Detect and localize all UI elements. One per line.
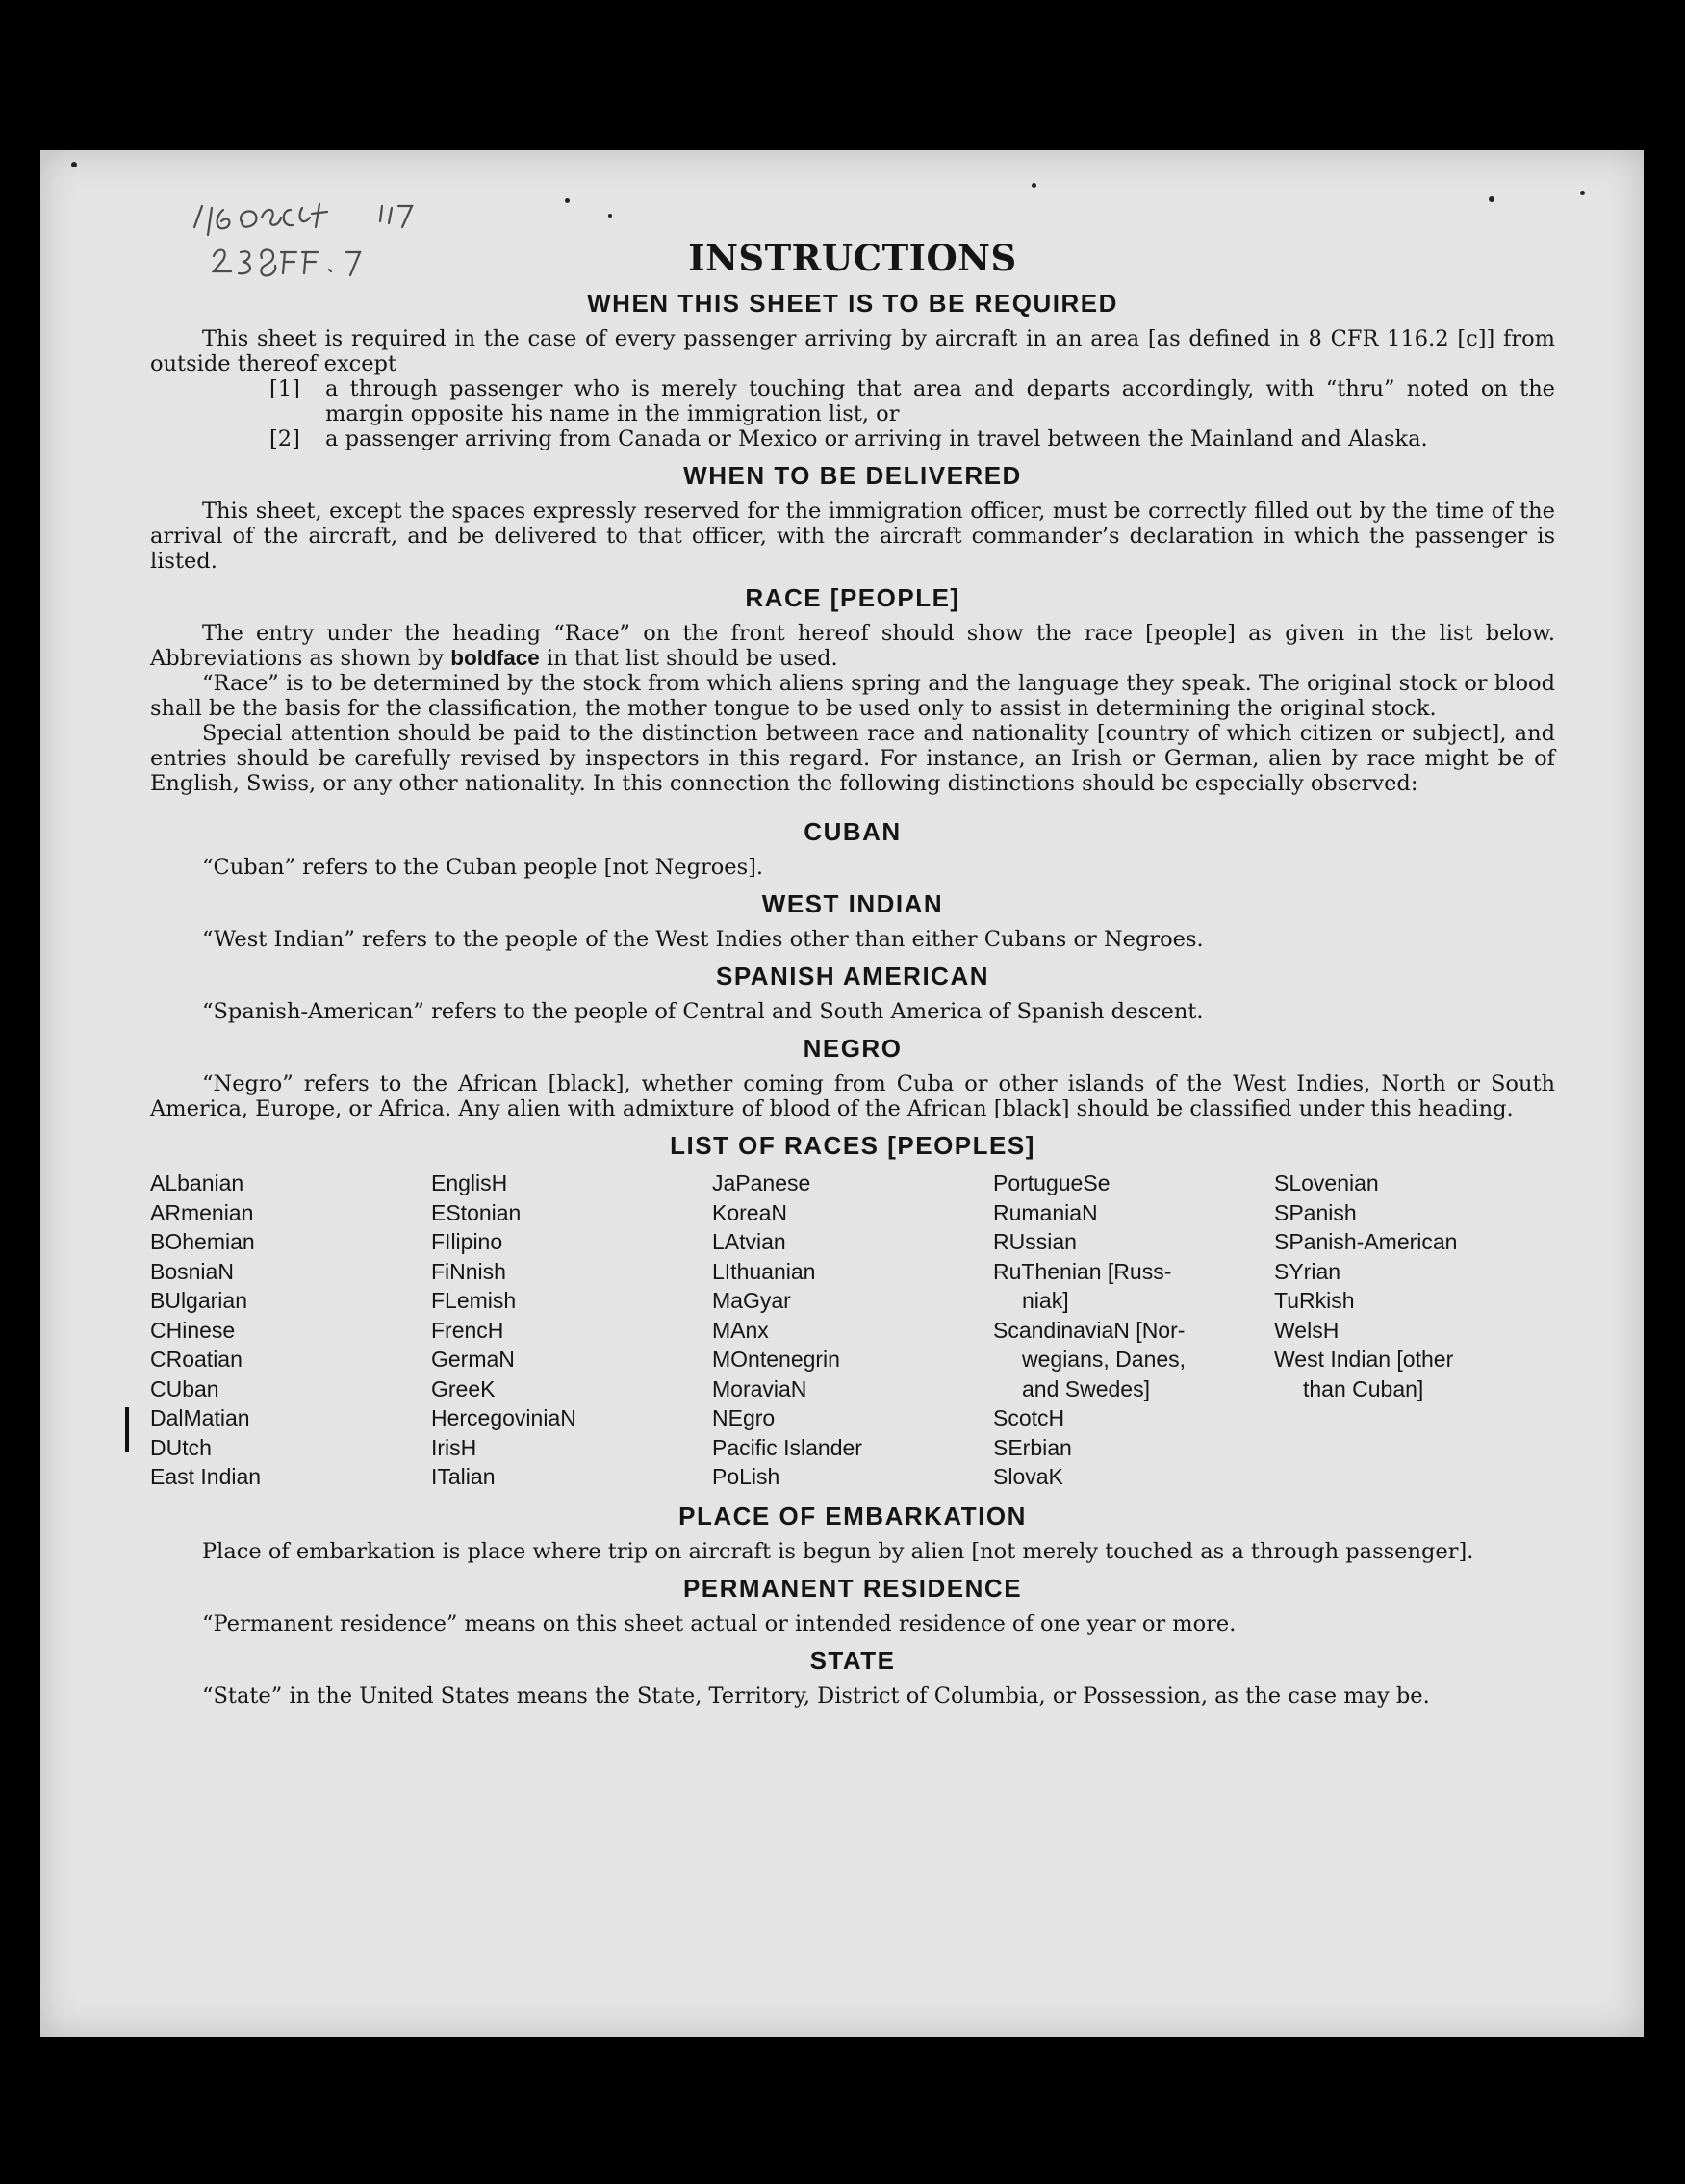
race-entry: ITalian xyxy=(431,1464,496,1489)
negro-text: “Negro” refers to the African [black], whether coming from Cuba or other islands of the West Indies, North or South America, Europe, or Africa. Any alien with admixture of blood of the African [black] should be classified under this heading. xyxy=(150,1071,1555,1121)
race-paragraph-2: “Race” is to be determined by the stock from which aliens spring and the language they speak. The original stock or blood shall be the basis for the classification, the mother tongue to be used only to assist in determining the original stock. xyxy=(150,671,1555,721)
race-entry: CHinese xyxy=(150,1317,236,1343)
race-entry: DUtch xyxy=(150,1434,212,1460)
race-entry: CRoatian xyxy=(150,1347,243,1372)
heading-state: STATE xyxy=(809,1645,896,1675)
race-entry-continuation: and Swedes] xyxy=(1022,1375,1150,1401)
race-entry: FiNnish xyxy=(431,1258,506,1284)
race-entry: ScotcH xyxy=(993,1405,1065,1430)
race-entry: HercegoviniaN xyxy=(431,1405,576,1430)
when-delivered-text: This sheet, except the spaces expressly reserved for the immigration officer, must be correctly filled out by the time of the arrival of the aircraft, and be delivered to that officer, with the aircraft commander’s declaration in which the passenger is listed. xyxy=(150,499,1555,574)
heading-cuban: CUBAN xyxy=(804,817,902,846)
cuban-text: “Cuban” refers to the Cuban people [not Negroes]. xyxy=(202,855,764,880)
margin-mark xyxy=(125,1407,129,1452)
print-speck xyxy=(1489,196,1494,202)
race-entry: MAnx xyxy=(712,1317,769,1343)
race-entry: PoLish xyxy=(712,1464,780,1489)
race-entry: RUssian xyxy=(993,1229,1077,1254)
print-speck xyxy=(1580,191,1585,195)
race-entry: KoreaN xyxy=(712,1199,787,1225)
heading-permanent-residence: PERMANENT RESIDENCE xyxy=(682,1573,1023,1603)
race-entry: WelsH xyxy=(1274,1317,1340,1343)
race-entry-continuation: wegians, Danes, xyxy=(1022,1347,1187,1372)
race-entry: SLovenian xyxy=(1274,1170,1379,1195)
heading-spanish-american: SPANISH AMERICAN xyxy=(715,962,989,990)
exception-text: a through passenger who is merely touching that area and departs accordingly, with “thru” noted on the margin opposite his name in the immigration list, or xyxy=(325,376,1555,426)
heading-when-delivered: WHEN TO BE DELIVERED xyxy=(683,461,1022,490)
exception-item xyxy=(150,426,1555,451)
race-entry: TuRkish xyxy=(1274,1288,1355,1313)
race-entry-continuation: than Cuban] xyxy=(1303,1375,1424,1401)
race-entry: NEgro xyxy=(712,1405,776,1430)
races-list xyxy=(150,1169,1555,1492)
print-speck xyxy=(608,214,612,218)
race-entry: LAtvian xyxy=(712,1229,786,1254)
exception-text: a passenger arriving from Canada or Mexico or arriving in travel between the Mainland and Alaska. xyxy=(325,426,1428,451)
race-entry: SYrian xyxy=(1274,1258,1341,1284)
heading-embarkation: PLACE OF EMBARKATION xyxy=(678,1501,1027,1530)
race-entry: FIlipino xyxy=(431,1229,503,1254)
heading-west-indian: WEST INDIAN xyxy=(761,889,944,918)
race-entry: SErbian xyxy=(993,1434,1072,1460)
race-entry: LIthuanian xyxy=(712,1258,816,1284)
race-entry: GreeK xyxy=(431,1375,496,1401)
race-entry: West Indian [other xyxy=(1274,1347,1454,1372)
race-entry: BOhemian xyxy=(150,1229,255,1254)
exception-item xyxy=(150,376,1555,426)
race-p1-start: The entry under the heading “Race” on the front hereof should show the race [people] as given in the list below. Abbreviations as shown by xyxy=(150,621,1555,671)
race-entry: BosniaN xyxy=(150,1258,234,1284)
race-entry: IrisH xyxy=(431,1434,477,1460)
race-entry-continuation: niak] xyxy=(1022,1288,1069,1313)
race-entry: JaPanese xyxy=(712,1170,811,1195)
race-p1-end: in that list should be used. xyxy=(539,646,838,671)
exception-number: [1] xyxy=(269,376,300,401)
race-entry: East Indian xyxy=(150,1464,262,1489)
races-column-3 xyxy=(712,1169,993,1492)
heading-race: RACE [PEOPLE] xyxy=(745,583,960,612)
west-indian-text: “West Indian” refers to the people of the West Indies other than either Cubans or Negroes. xyxy=(202,927,1204,952)
race-entry: SlovaK xyxy=(993,1464,1063,1489)
race-entry: FLemish xyxy=(431,1288,517,1313)
print-speck xyxy=(71,162,77,167)
race-entry: Pacific Islander xyxy=(712,1434,862,1460)
races-column-1 xyxy=(150,1169,431,1492)
when-required-intro: This sheet is required in the case of every passenger arriving by aircraft in an area [as defined in 8 CFR 116.2 [c]] from outside thereof except xyxy=(150,326,1555,376)
instructions-content xyxy=(150,237,1555,1709)
races-column-5 xyxy=(1274,1169,1563,1492)
race-entry: ARmenian xyxy=(150,1199,254,1225)
race-entry: FrencH xyxy=(431,1317,504,1343)
state-text: “State” in the United States means the State, Territory, District of Columbia, or Possession, as the case may be. xyxy=(202,1683,1430,1709)
print-speck xyxy=(565,198,570,203)
page-title: INSTRUCTIONS xyxy=(688,237,1017,279)
race-p1-boldface: boldface xyxy=(450,646,540,670)
heading-when-required: WHEN THIS SHEET IS TO BE REQUIRED xyxy=(587,289,1118,318)
race-entry: PortugueSe xyxy=(993,1170,1111,1195)
print-speck xyxy=(1032,183,1036,188)
races-column-2 xyxy=(431,1169,712,1492)
race-entry: GermaN xyxy=(431,1347,515,1372)
heading-list-of-races: LIST OF RACES [PEOPLES] xyxy=(670,1131,1035,1160)
race-entry: SPanish xyxy=(1274,1199,1357,1225)
spanish-american-text: “Spanish-American” refers to the people of Central and South America of Spanish descent. xyxy=(202,999,1204,1024)
race-paragraph-3: Special attention should be paid to the distinction between race and nationality [country of which citizen or subject], and entries should be carefully revised by inspectors in this regard. For instance, an Irish or German, alien by race might be of English, Swiss, or any other nationality. In this connection the following distinctions should be especially observed: xyxy=(150,721,1555,796)
race-entry: MaGyar xyxy=(712,1288,791,1313)
race-entry: EnglisH xyxy=(431,1170,508,1195)
race-entry: DalMatian xyxy=(150,1405,250,1430)
races-column-4 xyxy=(993,1169,1274,1492)
race-entry: MOntenegrin xyxy=(712,1347,840,1372)
race-entry: CUban xyxy=(150,1375,219,1401)
race-entry: ScandinaviaN [Nor- xyxy=(993,1317,1186,1343)
heading-negro: NEGRO xyxy=(803,1034,903,1063)
race-entry: ALbanian xyxy=(150,1170,244,1195)
race-entry: BUlgarian xyxy=(150,1288,247,1313)
residence-text: “Permanent residence” means on this sheet actual or intended residence of one year or more. xyxy=(202,1610,1237,1636)
race-paragraph-1 xyxy=(150,621,1555,671)
embarkation-text: Place of embarkation is place where trip on aircraft is begun by alien [not merely touched as a through passenger]. xyxy=(202,1538,1474,1564)
exception-number: [2] xyxy=(269,426,300,451)
instruction-sheet xyxy=(40,150,1644,2037)
race-entry: RumaniaN xyxy=(993,1199,1098,1225)
race-entry: EStonian xyxy=(431,1199,522,1225)
race-entry: MoraviaN xyxy=(712,1375,807,1401)
race-entry: SPanish-American xyxy=(1274,1229,1458,1254)
race-entry: RuThenian [Russ- xyxy=(993,1258,1172,1284)
